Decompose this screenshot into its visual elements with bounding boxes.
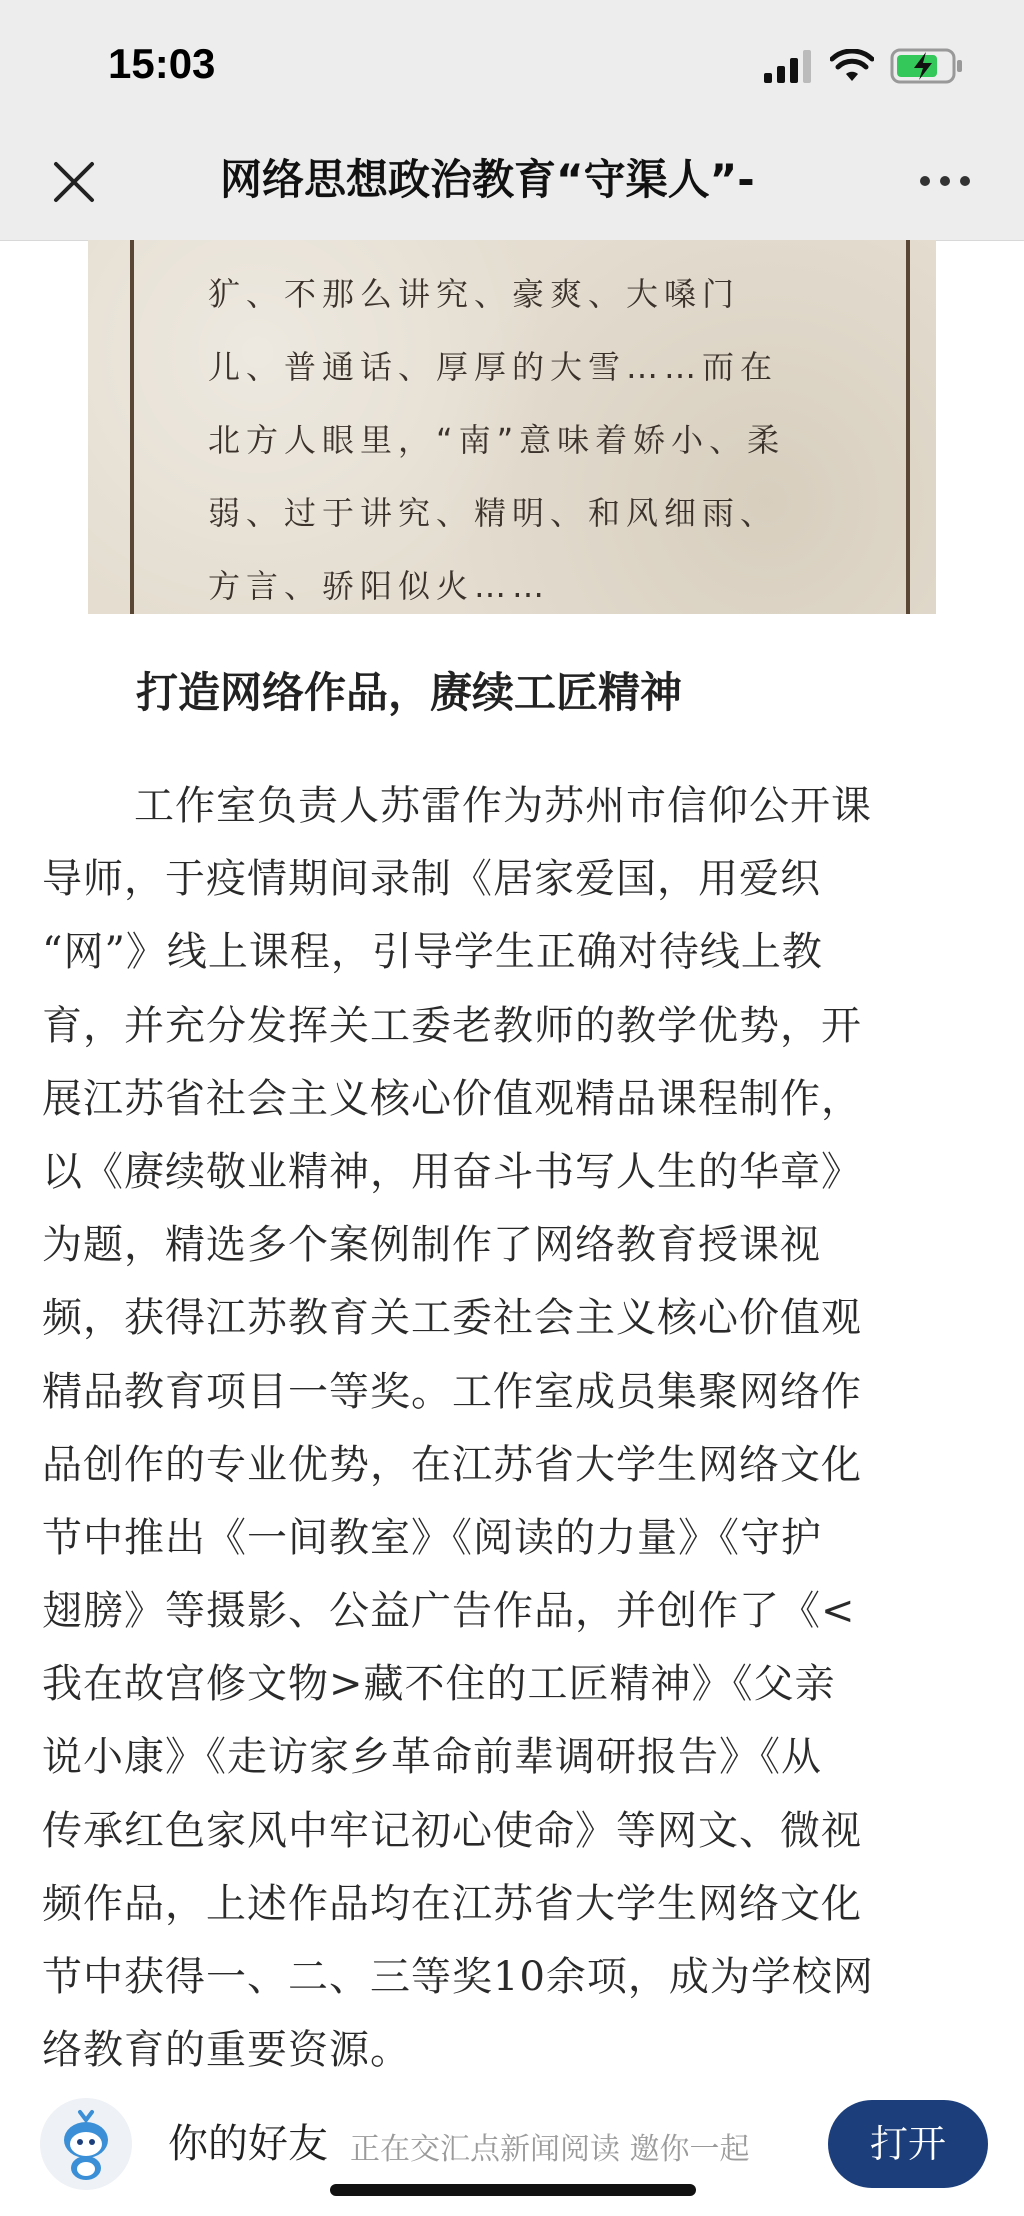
- avatar: [40, 2098, 132, 2190]
- paragraph-line: 育，并充分发挥关工委老教师的教学优势，开: [42, 1002, 862, 1049]
- more-options-icon[interactable]: [920, 176, 970, 186]
- image-text: [208, 270, 908, 635]
- status-time: 15:03: [108, 40, 216, 87]
- article-body: [42, 770, 992, 2087]
- mascot-icon: [40, 2098, 132, 2190]
- paragraph-line: 以《赓续敬业精神，用奋斗书写人生的华章》: [42, 1148, 862, 1195]
- section-heading: 打造网络作品，赓续工匠精神: [136, 668, 683, 717]
- status-icons: [764, 48, 964, 84]
- paragraph-line: 频，获得江苏教育关工委社会主义核心价值观: [42, 1295, 862, 1342]
- close-icon[interactable]: [52, 160, 96, 204]
- wifi-icon: [830, 49, 874, 83]
- invite-text: 正在交汇点新闻阅读 邀你一起: [350, 2132, 750, 2167]
- image-text-line: 方言、骄阳似火……: [208, 567, 551, 605]
- article-image: [88, 240, 936, 614]
- open-button[interactable]: 打开: [828, 2100, 988, 2188]
- paragraph-line: 翅膀》等摄影、公益广告作品，并创作了《<: [42, 1588, 856, 1635]
- image-text-line: 儿、普通话、厚厚的大雪……而在: [208, 348, 779, 386]
- paragraph-line: 节中推出《一间教室》《阅读的力量》《守护: [42, 1514, 822, 1561]
- paragraph-line: 传承红色家风中牢记初心使命》等网文、微视: [42, 1807, 862, 1854]
- paragraph-line: 展江苏省社会主义核心价值观精品课程制作，: [42, 1075, 862, 1122]
- paragraph-line: 导师，于疫情期间录制《居家爱国，用爱织: [42, 856, 821, 903]
- paragraph-line: 节中获得一、二、三等奖10余项，成为学校网: [42, 1954, 874, 2000]
- paragraph-line: 我在故宫修文物>藏不住的工匠精神》《父亲: [42, 1661, 836, 1708]
- paragraph-line: 为题，精选多个案例制作了网络教育授课视: [42, 1222, 821, 1269]
- paragraph-line: “网”》线上课程，引导学生正确对待线上教: [42, 929, 823, 976]
- paragraph-line: 工作室负责人苏雷作为苏州市信仰公开课: [134, 783, 872, 829]
- paragraph-line: 品创作的专业优势，在江苏省大学生网络文化: [42, 1441, 862, 1488]
- paragraph-line: 说小康》《走访家乡革命前辈调研报告》《从: [42, 1734, 822, 1781]
- paragraph-line: 精品教育项目一等奖。工作室成员集聚网络作: [42, 1368, 862, 1415]
- battery-charging-icon: [890, 48, 964, 84]
- image-text-line: 犷、不那么讲究、豪爽、大嗓门: [208, 275, 741, 313]
- home-indicator[interactable]: [330, 2184, 696, 2196]
- friend-label: 你的好友: [168, 2121, 328, 2167]
- image-text-line: 北方人眼里，“南”意味着娇小、柔: [208, 421, 786, 459]
- paragraph-line: 频作品，上述作品均在江苏省大学生网络文化: [42, 1880, 862, 1927]
- status-bar: [0, 0, 1024, 138]
- page-title: 网络思想政治教育“守渠人”-: [220, 155, 755, 204]
- cellular-signal-icon: [764, 49, 814, 83]
- image-text-line: 弱、过于讲究、精明、和风细雨、: [208, 494, 779, 532]
- paragraph-line: 络教育的重要资源。: [42, 2027, 411, 2074]
